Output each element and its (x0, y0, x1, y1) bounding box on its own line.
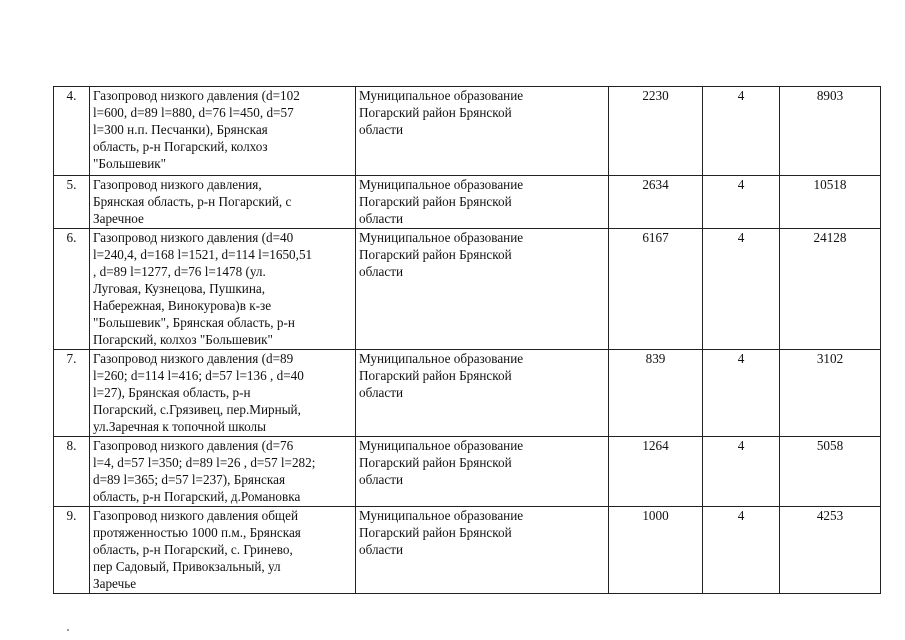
category-cell: 4 (703, 350, 780, 437)
table-row (54, 176, 881, 229)
object-name-cell: Газопровод низкого давления (d=40 l=240,4, d=168 l=1521, d=114 l=1650,51 , d=89 l=1277, d=76 l=1478 (ул. Луговая, Кузнецова, Пушкина, Набережная, Винокурова)в к-зе "Большевик", Брянская область, р-н Погарский, колхоз "Большевик" (90, 229, 356, 350)
value-cell: 5058 (780, 437, 881, 507)
row-number-cell: 5. (54, 176, 90, 229)
object-name-cell: Газопровод низкого давления (d=89 l=260; d=114 l=416; d=57 l=136 , d=40 l=27), Брянская область, р-н Погарский, с.Грязивец, пер.Мирный, ул.Заречная к топочной школы (90, 350, 356, 437)
category-cell: 4 (703, 229, 780, 350)
category-cell: 4 (703, 507, 780, 594)
category-cell: 4 (703, 87, 780, 176)
owner-cell: Муниципальное образование Погарский район Брянской области (356, 229, 609, 350)
category-cell: 4 (703, 437, 780, 507)
owner-cell: Муниципальное образование Погарский район Брянской области (356, 507, 609, 594)
row-number-cell: 8. (54, 437, 90, 507)
length-cell: 2634 (609, 176, 703, 229)
gas-pipeline-registry-table (53, 86, 881, 594)
row-number-cell: 6. (54, 229, 90, 350)
object-name-cell: Газопровод низкого давления (d=76 l=4, d=57 l=350; d=89 l=26 , d=57 l=282; d=89 l=365; d=57 l=237), Брянская область, р-н Погарский, д.Романовка (90, 437, 356, 507)
value-cell: 3102 (780, 350, 881, 437)
table-row (54, 350, 881, 437)
object-name-cell: Газопровод низкого давления общей протяженностью 1000 п.м., Брянская область, р-н Погарский, с. Гринево, пер Садовый, Привокзальный, ул Заречье (90, 507, 356, 594)
owner-cell: Муниципальное образование Погарский район Брянской области (356, 437, 609, 507)
value-cell: 10518 (780, 176, 881, 229)
length-cell: 6167 (609, 229, 703, 350)
length-cell: 1000 (609, 507, 703, 594)
length-cell: 839 (609, 350, 703, 437)
scan-speck (67, 629, 69, 631)
owner-cell: Муниципальное образование Погарский район Брянской области (356, 87, 609, 176)
table-row (54, 507, 881, 594)
table-row (54, 87, 881, 176)
object-name-cell: Газопровод низкого давления (d=102 l=600, d=89 l=880, d=76 l=450, d=57 l=300 н.п. Песчанки), Брянская область, р-н Погарский, колхоз "Большевик" (90, 87, 356, 176)
table-row (54, 437, 881, 507)
object-name-cell: Газопровод низкого давления, Брянская область, р-н Погарский, с Заречное (90, 176, 356, 229)
category-cell: 4 (703, 176, 780, 229)
owner-cell: Муниципальное образование Погарский район Брянской области (356, 350, 609, 437)
row-number-cell: 7. (54, 350, 90, 437)
row-number-cell: 4. (54, 87, 90, 176)
value-cell: 8903 (780, 87, 881, 176)
row-number-cell: 9. (54, 507, 90, 594)
value-cell: 4253 (780, 507, 881, 594)
length-cell: 2230 (609, 87, 703, 176)
value-cell: 24128 (780, 229, 881, 350)
owner-cell: Муниципальное образование Погарский район Брянской области (356, 176, 609, 229)
length-cell: 1264 (609, 437, 703, 507)
table-row (54, 229, 881, 350)
